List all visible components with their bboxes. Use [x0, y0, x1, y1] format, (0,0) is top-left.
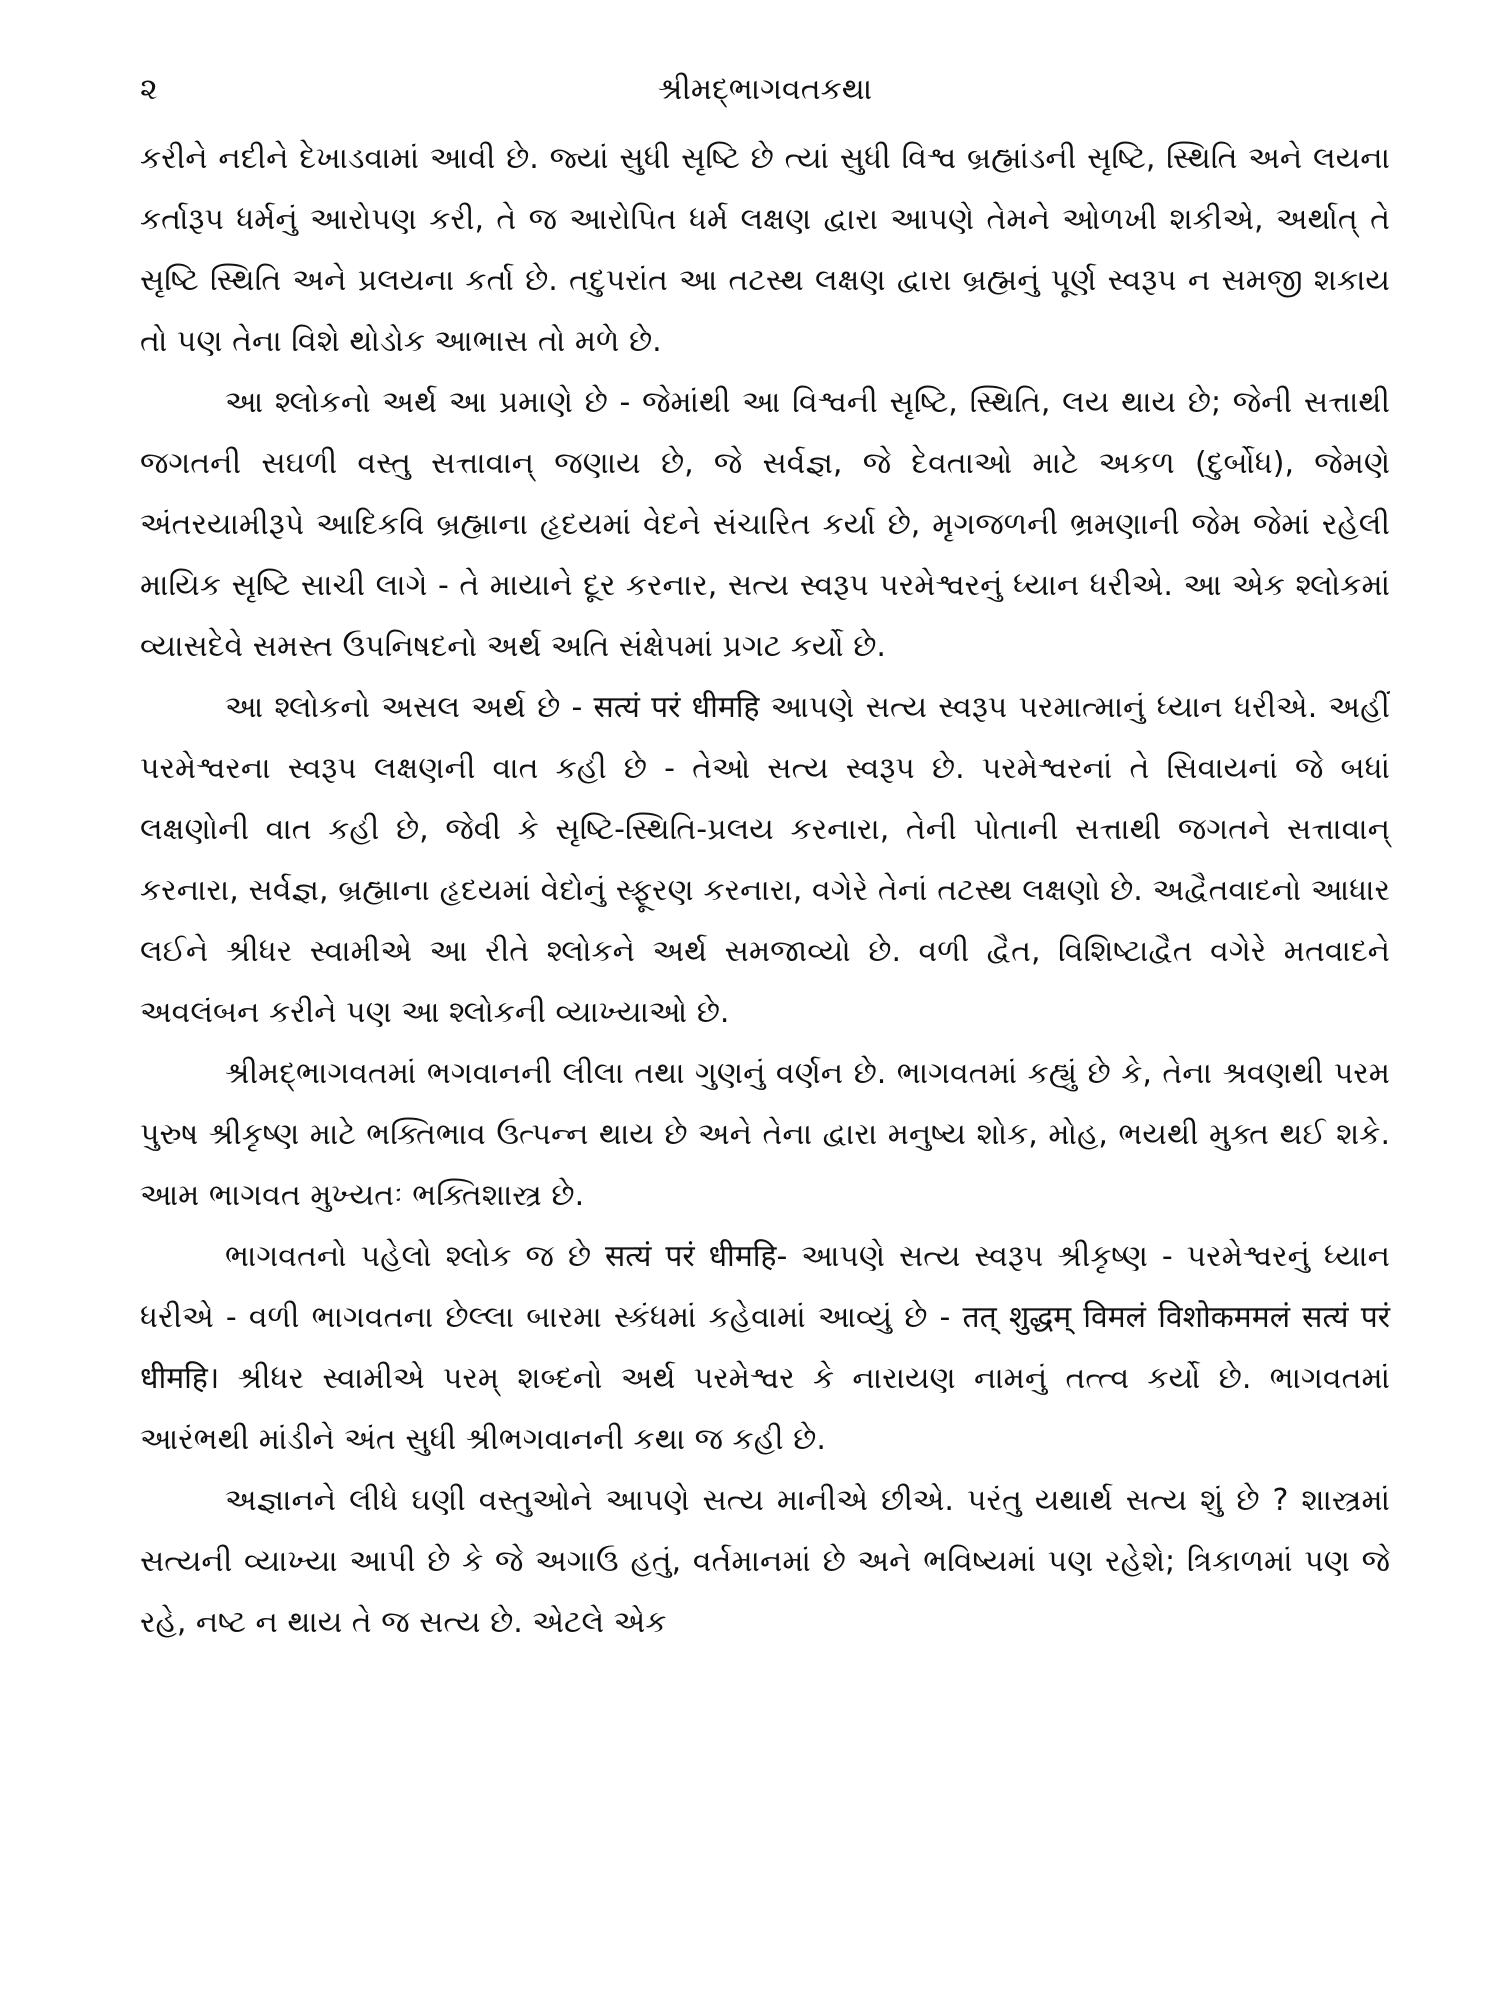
paragraph-5: ભાગવતનો પહેલો શ્લોક જ છે सत्यं परं धीमहि- આપણે સત્ય સ્વરૂપ શ્રીકૃષ્ણ - પરમેશ્વરનું ધ્યાન ધરીએ - વળી ભાગવતના છેલ્લા બારમા સ્કંધમાં કહેવામાં આવ્યું છે - तत् शुद्धम् विमलं विशोकममलं सत्यं परं धीमहि। શ્રીધર સ્વામીએ પરમ્ શબ્દનો અર્થ પરમેશ્વર કે નારાયણ નામનું તત્ત્વ કર્યો છે. ભાગવતમાં આરંભથી માંડીને અંત સુધી શ્રીભગવાનની કથા જ કહી છે. [140, 1239, 1390, 1457]
paragraph-4: શ્રીમદ્ભાગવતમાં ભગવાનની લીલા તથા ગુણનું વર્ણન છે. ભાગવતમાં કહ્યું છે કે, તેના શ્રવણથી પરમ પુરુષ શ્રીકૃષ્ણ માટે ભક્તિભાવ ઉત્પન્ન થાય છે અને તેના દ્વારા મનુષ્ય શોક, મોહ, ભયથી મુક્ત થઈ શકે. આમ ભાગવત મુખ્યતઃ ભક્તિશાસ્ત્ર છે. [140, 1056, 1390, 1213]
paragraph-3: આ શ્લોકનો અસલ અર્થ છે - सत्यं परं धीमहि આપણે સત્ય સ્વરૂપ પરમાત્માનું ધ્યાન ધરીએ. અહીં પરમેશ્વરના સ્વરૂપ લક્ષણની વાત કહી છે - તેઓ સત્ય સ્વરૂપ છે. પરમેશ્વરનાં તે સિવાયનાં જે બધાં લક્ષણોની વાત કહી છે, જેવી કે સૃષ્ટિ-સ્થિતિ-પ્રલય કરનારા, તેની પોતાની સત્તાથી જગતને સત્તાવાન્ કરનારા, સર્વજ્ઞ, બ્રહ્માના હૃદયમાં વેદોનું સ્ફૂરણ કરનારા, વગેરે તેનાં તટસ્થ લક્ષણો છે. અદ્વૈતવાદનો આધાર લઈને શ્રીધર સ્વામીએ આ રીતે શ્લોકને અર્થ સમજાવ્યો છે. વળી દ્વૈત, વિશિષ્ટાદ્વૈત વગેરે મતવાદને અવલંબન કરીને પણ આ શ્લોકની વ્યાખ્યાઓ છે. [140, 690, 1390, 1030]
page-number: ૨ [140, 72, 158, 107]
page-header [140, 60, 1390, 120]
paragraph-1: કરીને નદીને દેખાડવામાં આવી છે. જ્યાં સુધી સૃષ્ટિ છે ત્યાં સુધી વિશ્વ બ્રહ્માંડની સૃષ્ટિ, સ્થિતિ અને લયના કર્તારૂપ ધર્મનું આરોપણ કરી, તે જ આરોપિત ધર્મ લક્ષણ દ્વારા આપણે તેમને ઓળખી શકીએ, અર્થાત્ તે સૃષ્ટિ સ્થિતિ અને પ્રલયના કર્તા છે. તદુપરાંત આ તટસ્થ લક્ષણ દ્વારા બ્રહ્મનું પૂર્ણ સ્વરૂપ ન સમજી શકાય તો પણ તેના વિશે થોડોક આભાસ તો મળે છે. [140, 141, 1390, 359]
paragraph-6: અજ્ઞાનને લીધે ઘણી વસ્તુઓને આપણે સત્ય માનીએ છીએ. પરંતુ યથાર્થ સત્ય શું છે ? શાસ્ત્રમાં સત્યની વ્યાખ્યા આપી છે કે જે અગાઉ હતું, વર્તમાનમાં છે અને ભવિષ્યમાં પણ રહેશે; ત્રિકાળમાં પણ જે રહે, નષ્ટ ન થાય તે જ સત્ય છે. એટલે એક [140, 1483, 1390, 1640]
running-title: શ્રીમદ્ભાગવતકથા [657, 72, 873, 107]
body-text [140, 128, 1390, 1653]
paragraph-2: આ શ્લોકનો અર્થ આ પ્રમાણે છે - જેમાંથી આ વિશ્વની સૃષ્ટિ, સ્થિતિ, લય થાય છે; જેની સત્તાથી જગતની સઘળી વસ્તુ સત્તાવાન્ જણાય છે, જે સર્વજ્ઞ, જે દેવતાઓ માટે અકળ (દુર્બોધ), જેમણે અંતરયામીરૂપે આદિકવિ બ્રહ્માના હૃદયમાં વેદને સંચારિત કર્યા છે, મૃગજળની ભ્રમણાની જેમ જેમાં રહેલી માયિક સૃષ્ટિ સાચી લાગે - તે માયાને દૂર કરનાર, સત્ય સ્વરૂપ પરમેશ્વરનું ધ્યાન ધરીએ. આ એક શ્લોકમાં વ્યાસદેવે સમસ્ત ઉપનિષદનો અર્થ અતિ સંક્ષેપમાં પ્રગટ કર્યો છે. [140, 385, 1390, 664]
